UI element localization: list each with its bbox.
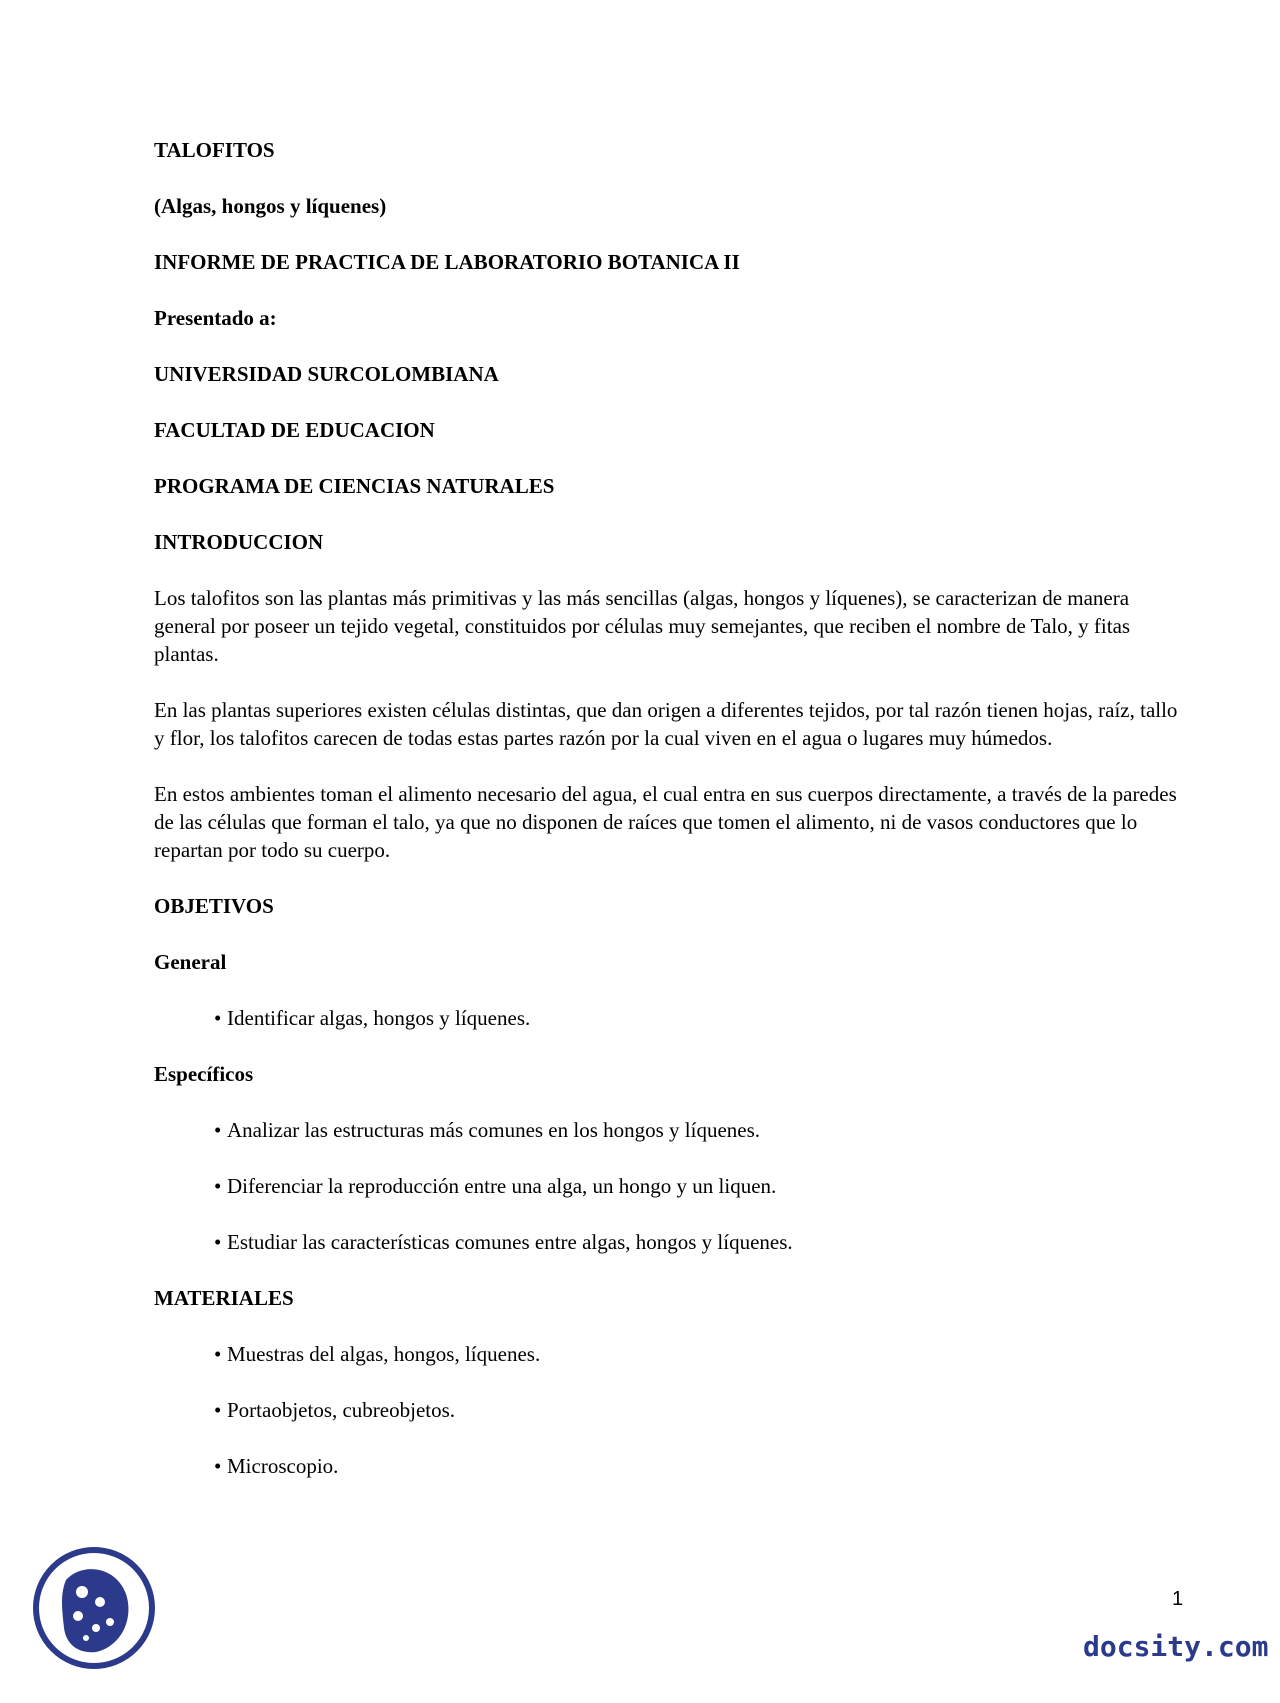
- list-item-text: Identificar algas, hongos y líquenes.: [227, 1006, 531, 1030]
- list-item-text: Microscopio.: [227, 1454, 339, 1478]
- list-item: [154, 1340, 1184, 1368]
- list-item: [154, 1228, 1184, 1256]
- general-heading: General: [154, 950, 227, 974]
- list-item: [154, 1004, 1184, 1032]
- program-name: PROGRAMA DE CIENCIAS NATURALES: [154, 474, 555, 498]
- document-title: TALOFITOS: [154, 138, 275, 162]
- report-title: INFORME DE PRACTICA DE LABORATORIO BOTANICA II: [154, 250, 740, 274]
- specific-heading: Específicos: [154, 1062, 254, 1086]
- page-number: 1: [1172, 1588, 1184, 1610]
- bullet-icon: •: [214, 1398, 222, 1422]
- materials-list: [154, 1340, 1184, 1480]
- list-item-text: Muestras del algas, hongos, líquenes.: [227, 1342, 541, 1366]
- objectives-heading: OBJETIVOS: [154, 894, 274, 918]
- list-item-text: Diferenciar la reproducción entre una alga, un hongo y un liquen.: [227, 1174, 777, 1198]
- bullet-icon: •: [214, 1230, 222, 1254]
- docsity-logo-icon[interactable]: [30, 1544, 158, 1672]
- materials-heading: MATERIALES: [154, 1286, 294, 1310]
- intro-paragraph: En las plantas superiores existen células distintas, que dan origen a diferentes tejidos, por tal razón tienen hojas, raíz, tallo y flor, los talofitos carecen de todas estas partes razón por la cual viven en el agua o lugares muy húmedos.: [154, 698, 1178, 750]
- list-item: [154, 1452, 1184, 1480]
- faculty-name: FACULTAD DE EDUCACION: [154, 418, 435, 442]
- intro-paragraph: Los talofitos son las plantas más primitivas y las más sencillas (algas, hongos y líquenes), se caracterizan de manera general por poseer un tejido vegetal, constituidos por células muy semejantes, que reciben el nombre de Talo, y fitas plantas.: [154, 586, 1131, 666]
- list-item: [154, 1396, 1184, 1424]
- docsity-brand-link[interactable]: docsity.com: [1083, 1630, 1269, 1663]
- bullet-icon: •: [214, 1006, 222, 1030]
- bullet-icon: •: [214, 1342, 222, 1366]
- presented-to: Presentado a:: [154, 306, 277, 330]
- bullet-icon: •: [214, 1174, 222, 1198]
- university-name: UNIVERSIDAD SURCOLOMBIANA: [154, 362, 499, 386]
- bullet-icon: •: [214, 1118, 222, 1142]
- bullet-icon: •: [214, 1454, 222, 1478]
- intro-paragraph: En estos ambientes toman el alimento necesario del agua, el cual entra en sus cuerpos directamente, a través de la paredes de las células que forman el talo, ya que no disponen de raíces que tomen el alimento, ni de vasos conductores que lo repartan por todo su cuerpo.: [154, 782, 1177, 862]
- intro-heading: INTRODUCCION: [154, 530, 324, 554]
- document-subtitle: (Algas, hongos y líquenes): [154, 194, 387, 218]
- list-item: [154, 1116, 1184, 1144]
- list-item: [154, 1172, 1184, 1200]
- specific-objectives-list: [154, 1116, 1184, 1256]
- list-item-text: Estudiar las características comunes entre algas, hongos y líquenes.: [227, 1230, 793, 1254]
- general-objectives-list: [154, 1004, 1184, 1032]
- list-item-text: Portaobjetos, cubreobjetos.: [227, 1398, 456, 1422]
- list-item-text: Analizar las estructuras más comunes en los hongos y líquenes.: [227, 1118, 761, 1142]
- document-content: [154, 136, 1184, 1508]
